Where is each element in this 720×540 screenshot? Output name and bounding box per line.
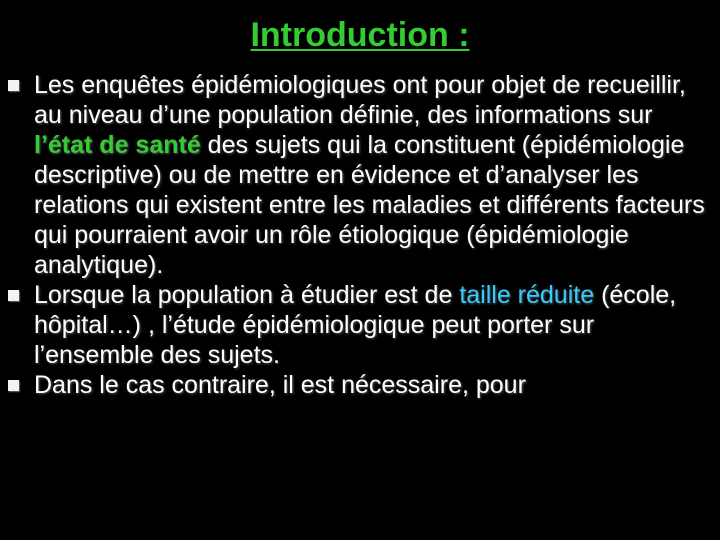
square-bullet-icon <box>8 80 19 91</box>
bullet-item <box>0 70 720 280</box>
bullet-text: Lorsque la population à étudier est de <box>34 281 460 309</box>
bullet-text: (école, hôpital…) , l’étude épidémiologique peut porter sur l’ensemble des sujets. <box>34 281 677 369</box>
highlight-state-of-health: l’état de santé <box>34 131 201 159</box>
bullet-text: Dans le cas contraire, il est nécessaire, pour <box>34 371 526 399</box>
bullet-item <box>0 280 720 370</box>
slide-title: Introduction : <box>250 16 470 54</box>
bullet-text: Les enquêtes épidémiologiques ont pour objet de recueillir, au niveau d’une population définie, des informations sur <box>34 71 686 129</box>
square-bullet-icon <box>8 380 19 391</box>
highlight-reduced-size: taille réduite <box>459 281 595 309</box>
bullet-text: des sujets qui la constituent (épidémiologie descriptive) ou de mettre en évidence et d’analyser les relations qui existent entre les maladies et différents facteurs qui pourraient avoir un rôle étiologique (épidémiologie analytique). <box>34 131 705 279</box>
bullet-list <box>0 70 720 400</box>
bullet-item <box>0 370 720 400</box>
square-bullet-icon <box>8 290 19 301</box>
